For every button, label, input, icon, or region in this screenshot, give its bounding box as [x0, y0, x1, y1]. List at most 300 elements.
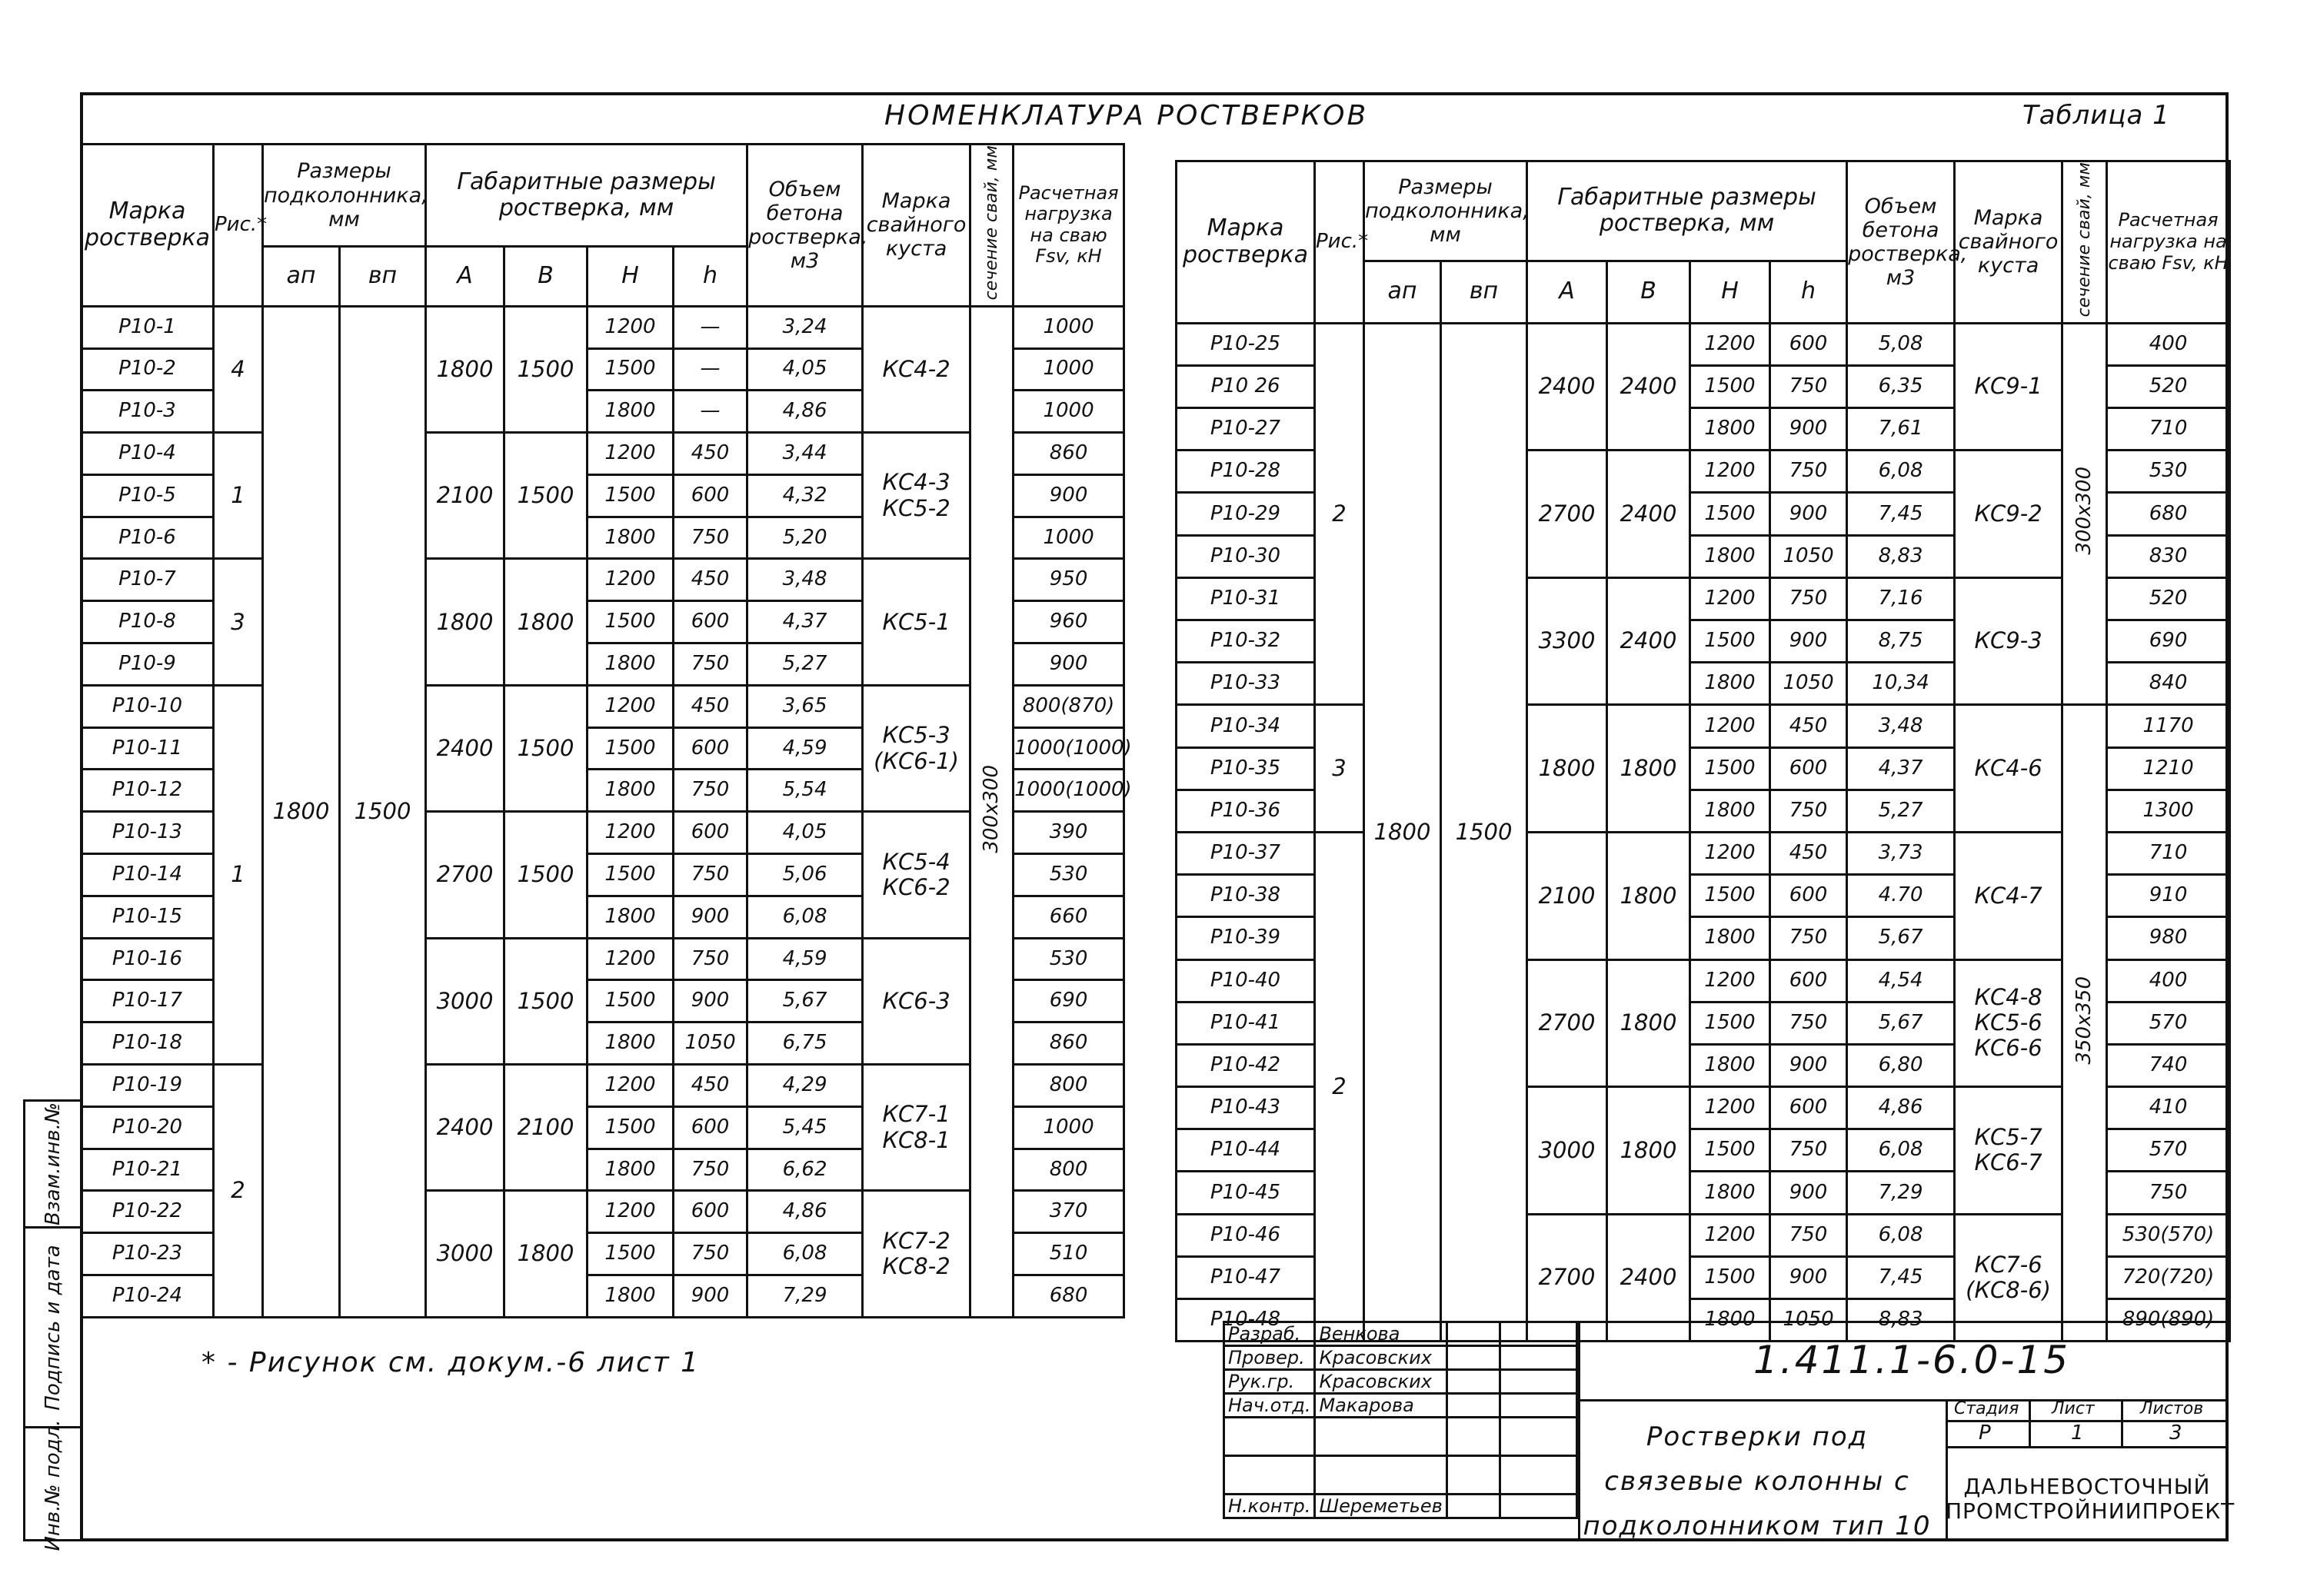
cell-load: 690	[2107, 620, 2230, 663]
cell-H: 1200	[588, 306, 674, 348]
cell-marka: P10-44	[1177, 1129, 1315, 1172]
cell-an: 1800	[1364, 323, 1441, 1342]
header-an: aп	[263, 247, 340, 307]
cell-marka: P10-13	[82, 812, 214, 854]
cell-h: 750	[674, 938, 747, 980]
cell-marka: P10-48	[1177, 1299, 1315, 1342]
cell-marka: P10-20	[82, 1106, 214, 1149]
cell-H: 1500	[588, 601, 674, 643]
table-row	[82, 1065, 1124, 1107]
cell-marka: P10-8	[82, 601, 214, 643]
cell-load: 710	[2107, 408, 2230, 451]
cell-load: 530	[1014, 938, 1124, 980]
table-row	[82, 433, 1124, 475]
cell-h: 450	[674, 1065, 747, 1107]
cell-marka: P10-1	[82, 306, 214, 348]
cell-load: 400	[2107, 323, 2230, 365]
header-sech-label: сечение свай, мм	[981, 145, 1001, 301]
cell-marka: P10-46	[1177, 1214, 1315, 1256]
signature-role: Н.контр.	[1224, 1495, 1315, 1518]
cell-sech	[970, 306, 1014, 1317]
cell-volume: 5,67	[747, 980, 863, 1022]
cell-A: 2700	[1527, 1214, 1607, 1342]
cell-ris: 2	[214, 1065, 263, 1318]
cell-kust: КС4-7	[1955, 832, 2062, 959]
cell-H: 1500	[588, 854, 674, 896]
cell-h: —	[674, 348, 747, 391]
signature-date	[1500, 1418, 1577, 1456]
cell-h: 450	[674, 433, 747, 475]
cell-an: 1800	[263, 306, 340, 1317]
cell-h: 900	[674, 896, 747, 938]
cell-marka: P10-21	[82, 1149, 214, 1191]
cell-H: 1800	[588, 770, 674, 812]
cell-volume: 4,86	[747, 391, 863, 433]
cell-volume: 6,35	[1847, 365, 1955, 407]
cell-H: 1800	[1690, 790, 1770, 832]
header-kust: Марка свайного куста	[1955, 161, 2062, 324]
cell-kust: КС9-2	[1955, 451, 2062, 578]
cell-load: 900	[1014, 643, 1124, 686]
signature-sign	[1446, 1346, 1500, 1370]
cell-volume: 5,08	[1847, 323, 1955, 365]
cell-volume: 4,05	[747, 812, 863, 854]
cell-marka: P10-37	[1177, 832, 1315, 874]
cell-volume: 5,06	[747, 854, 863, 896]
cell-H: 1800	[1690, 1299, 1770, 1342]
cell-load: 410	[2107, 1087, 2230, 1129]
cell-H: 1800	[588, 391, 674, 433]
cell-A: 2400	[426, 1065, 504, 1191]
header-podkolonnik: Размеры подколонника, мм	[1364, 161, 1527, 261]
cell-h: 450	[674, 685, 747, 727]
signature-sign	[1446, 1456, 1500, 1495]
cell-marka: P10-39	[1177, 917, 1315, 959]
cell-volume: 4,86	[1847, 1087, 1955, 1129]
cell-marka: P10-27	[1177, 408, 1315, 451]
cell-bn: 1500	[340, 306, 426, 1317]
side-label: Инв.№ подл.	[41, 1418, 65, 1551]
cell-H: 1500	[1690, 493, 1770, 535]
cell-h: 600	[674, 812, 747, 854]
document-code: 1.411.1-6.0-15	[1753, 1338, 2071, 1382]
signature-role	[1224, 1456, 1315, 1495]
cell-B: 1500	[504, 812, 588, 938]
cell-volume: 7,29	[747, 1275, 863, 1318]
cell-marka: P10-35	[1177, 747, 1315, 790]
footnote: * - Рисунок см. докум.-6 лист 1	[201, 1347, 701, 1378]
cell-h: 600	[1770, 875, 1847, 917]
cell-H: 1800	[588, 1275, 674, 1318]
cell-H: 1800	[1690, 663, 1770, 705]
cell-load: 890(890)	[2107, 1299, 2230, 1342]
header-gabarit: Габаритные размеры ростверка, мм	[1527, 161, 1847, 261]
cell-marka: P10-4	[82, 433, 214, 475]
cell-volume: 4.70	[1847, 875, 1955, 917]
cell-h: 450	[674, 559, 747, 601]
stage-value: Р	[1979, 1421, 1991, 1445]
cell-h: 750	[1770, 577, 1847, 620]
cell-H: 1200	[588, 1191, 674, 1233]
cell-volume: 4,29	[747, 1065, 863, 1107]
cell-marka: P10-23	[82, 1233, 214, 1275]
cell-volume: 3,48	[1847, 705, 1955, 747]
cell-H: 1500	[588, 348, 674, 391]
cell-h: 600	[674, 1191, 747, 1233]
cell-load: 370	[1014, 1191, 1124, 1233]
nomenclature-table-left	[80, 143, 1132, 1318]
cell-h: 900	[674, 980, 747, 1022]
cell-load: 900	[1014, 474, 1124, 517]
cell-load: 720(720)	[2107, 1256, 2230, 1298]
cell-sech-value: 300x300	[2072, 467, 2096, 555]
cell-A: 2700	[1527, 451, 1607, 578]
cell-volume: 6,08	[747, 1233, 863, 1275]
signature-row	[1224, 1370, 1577, 1394]
cell-H: 1200	[588, 685, 674, 727]
cell-H: 1200	[1690, 323, 1770, 365]
cell-volume: 6,08	[1847, 451, 1955, 493]
cell-H: 1800	[588, 517, 674, 559]
cell-A: 2100	[426, 433, 504, 559]
header-bn: вп	[340, 247, 426, 307]
cell-H: 1800	[588, 643, 674, 686]
signature-row	[1224, 1346, 1577, 1370]
cell-A: 2700	[1527, 959, 1607, 1087]
signature-role: Разраб.	[1224, 1322, 1315, 1346]
cell-load: 1000	[1014, 1106, 1124, 1149]
cell-load: 960	[1014, 601, 1124, 643]
cell-volume: 4,86	[747, 1191, 863, 1233]
header-an: aп	[1364, 261, 1441, 323]
cell-h: 1050	[1770, 1299, 1847, 1342]
cell-sech-value: 300x300	[979, 764, 1003, 853]
cell-volume: 5,54	[747, 770, 863, 812]
cell-H: 1200	[588, 938, 674, 980]
cell-A: 3300	[1527, 577, 1607, 705]
cell-marka: P10-16	[82, 938, 214, 980]
cell-h: 900	[1770, 493, 1847, 535]
cell-volume: 8,75	[1847, 620, 1955, 663]
cell-load: 530	[1014, 854, 1124, 896]
cell-volume: 7,16	[1847, 577, 1955, 620]
header-ris: Рис.*	[214, 145, 263, 307]
cell-B: 1800	[1607, 1087, 1690, 1215]
header-row	[1177, 161, 2230, 261]
cell-load: 840	[2107, 663, 2230, 705]
cell-h: 600	[1770, 959, 1847, 1002]
cell-h: 600	[1770, 323, 1847, 365]
cell-H: 1800	[1690, 917, 1770, 959]
cell-sech	[2062, 323, 2107, 705]
cell-load: 860	[1014, 1022, 1124, 1065]
sheet-label: Лист	[2052, 1399, 2095, 1418]
signature-name: Красовских	[1315, 1346, 1446, 1370]
cell-load: 520	[2107, 577, 2230, 620]
header-sech	[970, 145, 1014, 307]
cell-load: 400	[2107, 959, 2230, 1002]
cell-marka: P10-42	[1177, 1044, 1315, 1086]
cell-B: 1500	[504, 433, 588, 559]
cell-ris: 2	[1315, 832, 1364, 1341]
signature-sign	[1446, 1370, 1500, 1394]
cell-h: 900	[674, 1275, 747, 1318]
cell-ris: 3	[1315, 705, 1364, 833]
signature-role: Нач.отд.	[1224, 1394, 1315, 1418]
signature-sign	[1446, 1418, 1500, 1456]
cell-marka: P10-7	[82, 559, 214, 601]
cell-load: 390	[1014, 812, 1124, 854]
header-sech-label: сечение свай, мм	[2074, 162, 2094, 318]
cell-load: 980	[2107, 917, 2230, 959]
cell-ris: 2	[1315, 323, 1364, 705]
cell-sech	[2062, 705, 2107, 1342]
cell-marka: P10-25	[1177, 323, 1315, 365]
signature-date	[1500, 1322, 1577, 1346]
cell-H: 1500	[1690, 1129, 1770, 1172]
signature-name: Венкова	[1315, 1322, 1446, 1346]
header-h: h	[674, 247, 747, 307]
cell-load: 520	[2107, 365, 2230, 407]
cell-load: 1000	[1014, 391, 1124, 433]
header-kust: Марка свайного куста	[863, 145, 970, 307]
cell-marka: P10-28	[1177, 451, 1315, 493]
cell-volume: 4,54	[1847, 959, 1955, 1002]
cell-load: 1000	[1014, 348, 1124, 391]
cell-H: 1200	[1690, 832, 1770, 874]
cell-h: 900	[1770, 1044, 1847, 1086]
cell-marka: P10-29	[1177, 493, 1315, 535]
cell-h: 900	[1770, 1172, 1847, 1214]
cell-H: 1200	[1690, 577, 1770, 620]
cell-volume: 3,73	[1847, 832, 1955, 874]
cell-marka: P10-11	[82, 727, 214, 770]
header-A: A	[426, 247, 504, 307]
cell-load: 660	[1014, 896, 1124, 938]
signature-row	[1224, 1418, 1577, 1456]
signature-name: Красовских	[1315, 1370, 1446, 1394]
table-row	[82, 559, 1124, 601]
cell-H: 1200	[1690, 705, 1770, 747]
cell-h: 750	[1770, 1214, 1847, 1256]
cell-A: 2400	[1527, 323, 1607, 451]
cell-H: 1800	[588, 1149, 674, 1191]
signature-table	[1223, 1321, 1578, 1519]
cell-volume: 3,65	[747, 685, 863, 727]
cell-A: 3000	[426, 938, 504, 1064]
cell-volume: 5,27	[1847, 790, 1955, 832]
header-gabarit: Габаритные размеры ростверка, мм	[426, 145, 747, 247]
cell-load: 800(870)	[1014, 685, 1124, 727]
cell-kust: КС6-3	[863, 938, 970, 1064]
cell-B: 2400	[1607, 577, 1690, 705]
cell-volume: 7,61	[1847, 408, 1955, 451]
cell-marka: P10-32	[1177, 620, 1315, 663]
cell-marka: P10-5	[82, 474, 214, 517]
signature-date	[1500, 1456, 1577, 1495]
cell-volume: 7,45	[1847, 493, 1955, 535]
cell-load: 750	[2107, 1172, 2230, 1214]
cell-H: 1500	[588, 474, 674, 517]
cell-load: 830	[2107, 535, 2230, 577]
cell-load: 680	[2107, 493, 2230, 535]
header-row	[82, 145, 1124, 247]
header-H: H	[1690, 261, 1770, 323]
cell-h: 750	[674, 643, 747, 686]
cell-B: 1500	[504, 685, 588, 811]
cell-volume: 6,80	[1847, 1044, 1955, 1086]
cell-load: 1300	[2107, 790, 2230, 832]
side-cell-sign	[25, 1229, 80, 1428]
cell-B: 1800	[504, 559, 588, 685]
cell-B: 1500	[504, 938, 588, 1064]
cell-load: 690	[1014, 980, 1124, 1022]
cell-load: 740	[2107, 1044, 2230, 1086]
cell-volume: 10,34	[1847, 663, 1955, 705]
cell-h: 750	[674, 1149, 747, 1191]
cell-h: 750	[1770, 1002, 1847, 1044]
cell-marka: P10-14	[82, 854, 214, 896]
cell-h: 600	[674, 601, 747, 643]
cell-volume: 5,67	[1847, 1002, 1955, 1044]
cell-volume: 4,32	[747, 474, 863, 517]
header-load: Расчетная нагрузка на сваю Fsv, кН	[1014, 145, 1124, 307]
cell-load: 530	[2107, 451, 2230, 493]
cell-H: 1500	[588, 727, 674, 770]
cell-volume: 6,08	[1847, 1129, 1955, 1172]
header-ris: Рис.*	[1315, 161, 1364, 324]
sheet-value: 1	[2071, 1421, 2084, 1445]
cell-h: —	[674, 306, 747, 348]
cell-kust: КС4-6	[1955, 705, 2062, 833]
cell-marka: P10-24	[82, 1275, 214, 1318]
stage-divider-1	[2029, 1399, 2031, 1446]
cell-marka: P10 26	[1177, 365, 1315, 407]
organization-name: ДАЛЬНЕВОСТОЧНЫЙ ПРОМСТРОЙНИИПРОЕКТ	[1946, 1474, 2235, 1524]
cell-H: 1500	[588, 1233, 674, 1275]
signature-name	[1315, 1456, 1446, 1495]
cell-sech-value: 350x350	[2072, 976, 2096, 1065]
cell-marka: P10-10	[82, 685, 214, 727]
cell-marka: P10-30	[1177, 535, 1315, 577]
cell-H: 1500	[588, 980, 674, 1022]
cell-volume: 7,45	[1847, 1256, 1955, 1298]
cell-h: 900	[1770, 620, 1847, 663]
cell-ris: 1	[214, 433, 263, 559]
cell-kust: КС7-6 (КС8-6)	[1955, 1214, 2062, 1342]
cell-marka: P10-17	[82, 980, 214, 1022]
cell-kust: КС5-3 (КС6-1)	[863, 685, 970, 811]
cell-load: 710	[2107, 832, 2230, 874]
cell-marka: P10-6	[82, 517, 214, 559]
cell-A: 3000	[1527, 1087, 1607, 1215]
cell-marka: P10-43	[1177, 1087, 1315, 1129]
header-volume: Объем бетона ростверка, м3	[1847, 161, 1955, 324]
cell-B: 1500	[504, 306, 588, 432]
cell-volume: 4,37	[1847, 747, 1955, 790]
signature-row	[1224, 1322, 1577, 1346]
cell-h: 750	[674, 770, 747, 812]
stage-grid	[1948, 1399, 2229, 1448]
cell-h: 1050	[674, 1022, 747, 1065]
cell-bn: 1500	[1441, 323, 1527, 1342]
cell-h: 750	[1770, 365, 1847, 407]
cell-kust: КС7-2 КС8-2	[863, 1191, 970, 1317]
cell-B: 2100	[504, 1065, 588, 1191]
cell-load: 1170	[2107, 705, 2230, 747]
signature-role	[1224, 1418, 1315, 1456]
cell-volume: 3,24	[747, 306, 863, 348]
cell-kust: КС9-3	[1955, 577, 2062, 705]
signature-date	[1500, 1370, 1577, 1394]
signature-sign	[1446, 1495, 1500, 1518]
header-B: B	[504, 247, 588, 307]
cell-marka: P10-31	[1177, 577, 1315, 620]
cell-H: 1200	[1690, 959, 1770, 1002]
cell-kust: КС4-2	[863, 306, 970, 432]
cell-A: 1800	[426, 559, 504, 685]
table-row	[82, 306, 1124, 348]
cell-H: 1200	[588, 812, 674, 854]
cell-volume: 6,08	[1847, 1214, 1955, 1256]
signature-date	[1500, 1394, 1577, 1418]
signature-sign	[1446, 1394, 1500, 1418]
side-stamp	[23, 1099, 80, 1551]
cell-marka: P10-36	[1177, 790, 1315, 832]
cell-H: 1800	[588, 896, 674, 938]
cell-volume: 5,45	[747, 1106, 863, 1149]
cell-volume: 7,29	[1847, 1172, 1955, 1214]
cell-kust: КС7-1 КС8-1	[863, 1065, 970, 1191]
cell-ris: 4	[214, 306, 263, 432]
cell-load: 1000	[1014, 517, 1124, 559]
signature-date	[1500, 1346, 1577, 1370]
header-volume: Объем бетона ростверка, м3	[747, 145, 863, 307]
cell-H: 1500	[1690, 1002, 1770, 1044]
cell-H: 1800	[1690, 535, 1770, 577]
cell-marka: P10-41	[1177, 1002, 1315, 1044]
header-sech	[2062, 161, 2107, 324]
cell-kust: КС5-7 КС6-7	[1955, 1087, 2062, 1215]
signature-name	[1315, 1418, 1446, 1456]
cell-H: 1200	[1690, 1214, 1770, 1256]
cell-marka: P10-2	[82, 348, 214, 391]
cell-H: 1500	[1690, 875, 1770, 917]
cell-volume: 5,20	[747, 517, 863, 559]
cell-volume: 4,59	[747, 938, 863, 980]
cell-marka: P10-22	[82, 1191, 214, 1233]
side-cell-inv	[25, 1418, 80, 1551]
table-label: Таблица 1	[2022, 100, 2170, 131]
cell-marka: P10-12	[82, 770, 214, 812]
cell-ris: 3	[214, 559, 263, 685]
cell-h: 750	[1770, 790, 1847, 832]
cell-marka: P10-45	[1177, 1172, 1315, 1214]
header-load: Расчетная нагрузка на сваю Fsv, кН	[2107, 161, 2230, 324]
cell-h: 750	[674, 517, 747, 559]
cell-kust: КС4-8 КС5-6 КС6-6	[1955, 959, 2062, 1087]
signature-role: Рук.гр.	[1224, 1370, 1315, 1394]
stage-label: Стадия	[1954, 1399, 2019, 1418]
cell-kust: КС9-1	[1955, 323, 2062, 451]
header-H: H	[588, 247, 674, 307]
cell-H: 1800	[1690, 408, 1770, 451]
signature-row	[1224, 1394, 1577, 1418]
header-A: A	[1527, 261, 1607, 323]
cell-load: 530(570)	[2107, 1214, 2230, 1256]
cell-h: 1050	[1770, 535, 1847, 577]
cell-volume: 5,67	[1847, 917, 1955, 959]
